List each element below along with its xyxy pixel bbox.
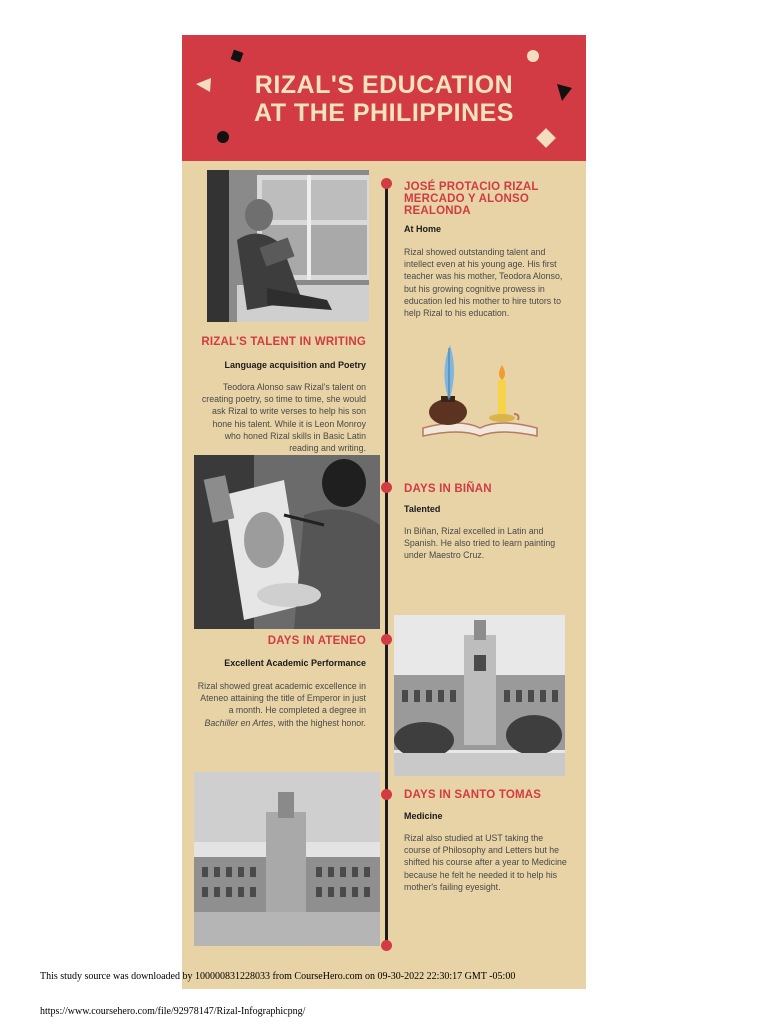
title-line-1: RIZAL'S EDUCATION xyxy=(254,71,514,99)
section-body-ateneo-part2: , with the highest honor. xyxy=(273,717,366,728)
section-heading-home: JOSÉ PROTACIO RIZAL MERCADO Y ALONSO REALONDA xyxy=(404,181,539,217)
candle-icon xyxy=(489,365,519,422)
poster-header xyxy=(182,35,586,161)
photo-ateneo-building xyxy=(394,615,565,776)
section-body-ateneo-italic: Bachiller en Artes xyxy=(204,717,274,728)
download-source-note: This study source was downloaded by 100000831228033 from CourseHero.com on 09-30-2022 22:30:17 GMT -05:00 xyxy=(40,971,516,982)
quill-inkwell-icon xyxy=(429,345,467,425)
section-body-home: Rizal showed outstanding talent and intellect even at his young age. His first teacher was his mother, Teodora Alonso, but his growing cognitive prowess in education led his mother to hire tutors to help Rizal to his education. xyxy=(404,247,563,319)
section-subheading-santo-tomas: Medicine xyxy=(404,811,443,821)
infographic-poster xyxy=(182,35,586,989)
timeline-dot-ateneo xyxy=(381,634,392,645)
section-heading-binan: DAYS IN BIÑAN xyxy=(404,483,492,495)
section-heading-santo-tomas: DAYS IN SANTO TOMAS xyxy=(404,789,542,801)
cream-diamond-shape xyxy=(536,128,556,148)
cream-circle-shape xyxy=(527,50,539,62)
timeline-dot-santo-tomas xyxy=(381,789,392,800)
timeline-dot-end xyxy=(381,940,392,951)
section-body-santo-tomas: Rizal also studied at UST taking the course of Philosophy and Letters but he shifted his course after a year to Medicine because he felt he needed it to help his mother's failing eyesight. xyxy=(404,833,567,892)
page-title xyxy=(182,71,586,127)
section-body-ateneo xyxy=(196,680,366,729)
source-url: https://www.coursehero.com/file/92978147/Rizal-Infographicpng/ xyxy=(40,1006,306,1017)
section-body-writing: Teodora Alonso saw Rizal's talent on creating poetry, so time to time, she would ask Rizal to write verses to help his son hone his talent. While it is Leon Monroy who honed Rizal skills in Basic Latin reading and writing. xyxy=(201,382,366,454)
timeline-line xyxy=(385,183,388,945)
timeline-dot-home xyxy=(381,178,392,189)
title-line-2: AT THE PHILIPPINES xyxy=(254,99,514,127)
black-circle-shape xyxy=(217,131,229,143)
section-heading-writing: RIZAL'S TALENT IN WRITING xyxy=(201,336,366,348)
section-body-ateneo-part1: Rizal showed great academic excellence in Ateneo attaining the title of Emperor in just a month. He completed a degree in xyxy=(197,681,366,716)
section-subheading-home: At Home xyxy=(404,224,442,234)
timeline-dot-binan xyxy=(381,482,392,493)
photo-boy-reading xyxy=(207,170,369,322)
section-subheading-binan: Talented xyxy=(404,504,441,514)
book-icon xyxy=(423,423,537,436)
section-subheading-ateneo: Excellent Academic Performance xyxy=(224,658,366,668)
section-subheading-writing: Language acquisition and Poetry xyxy=(224,360,366,370)
black-square-shape xyxy=(231,50,244,63)
section-heading-ateneo: DAYS IN ATENEO xyxy=(267,635,366,647)
photo-ust-building xyxy=(194,772,380,946)
section-body-binan: In Biñan, Rizal excelled in Latin and Spanish. He also tried to learn painting under Maestro Cruz. xyxy=(404,526,556,561)
photo-boy-painting xyxy=(194,455,380,629)
writing-illustration xyxy=(420,340,540,440)
